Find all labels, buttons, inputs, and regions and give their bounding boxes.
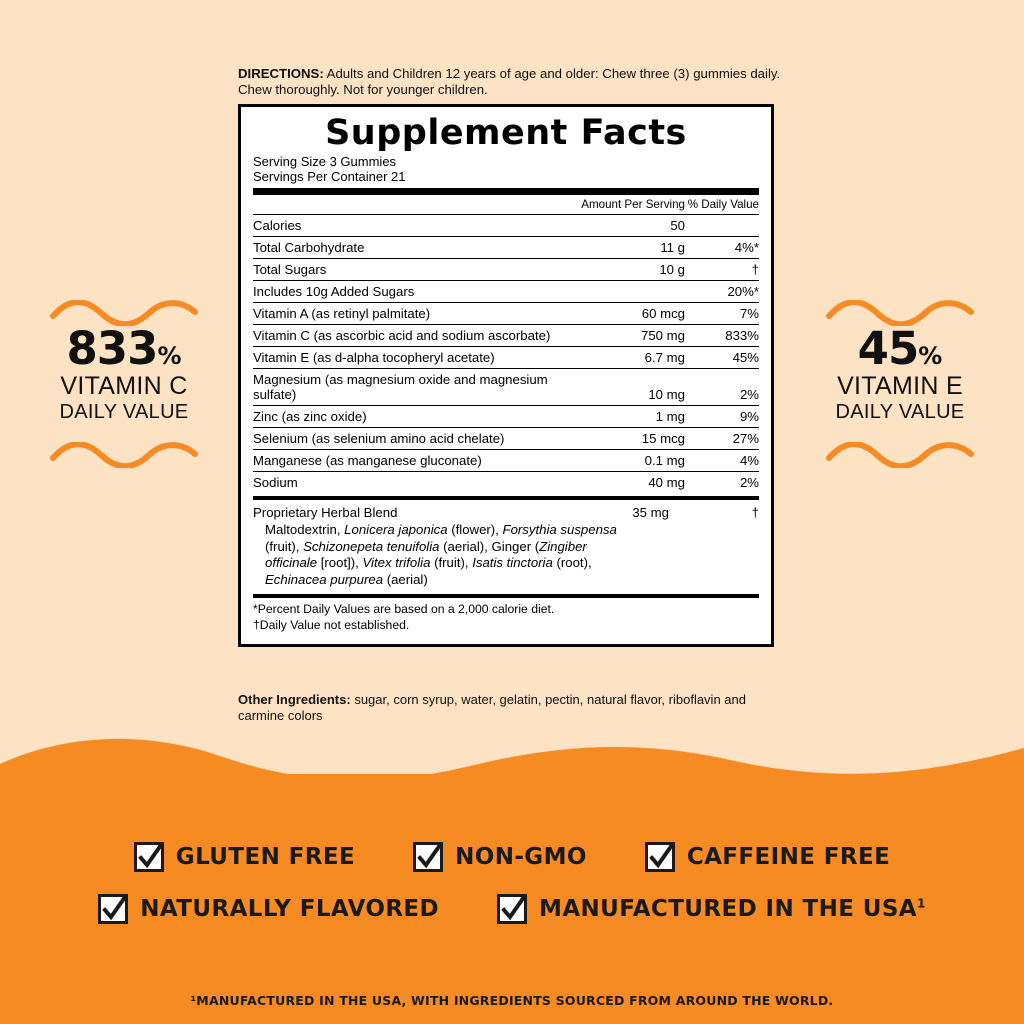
claims-row-2 <box>0 894 1024 924</box>
row-name: Vitamin A (as retinyl palmitate) <box>253 302 577 324</box>
row-name: Manganese (as manganese gluconate) <box>253 449 577 471</box>
blend-amount: 35 mg <box>632 504 669 520</box>
header-blank <box>253 195 577 215</box>
wave-divider-icon <box>0 730 1024 790</box>
supplement-facts-panel <box>238 104 774 647</box>
servings-per-container: Servings Per Container 21 <box>253 169 406 185</box>
table-row <box>253 258 759 280</box>
callout-percent: % <box>918 342 943 370</box>
row-name: Sodium <box>253 474 298 490</box>
claim-label <box>539 896 926 922</box>
row-amount: 60 mcg <box>577 302 685 324</box>
table-row <box>253 368 759 405</box>
other-ingredients <box>238 692 783 725</box>
row-amount <box>577 280 685 302</box>
table-row <box>253 346 759 368</box>
callout-number: 833 <box>66 322 158 375</box>
claims-row-1 <box>0 842 1024 872</box>
directions-body: Adults and Children 12 years of age and older: Chew three (3) gummies daily. Chew thoroughly. Not for younger children. <box>238 66 781 98</box>
row-name: Magnesium (as magnesium oxide and magnesium sulfate) <box>253 368 577 405</box>
row-dv: 7% <box>685 302 759 324</box>
row-dv: 4%* <box>685 236 759 258</box>
claim-non-gmo <box>413 842 587 872</box>
row-dv: 9% <box>685 405 759 427</box>
row-name: Includes 10g Added Sugars <box>253 280 577 302</box>
row-name: Vitamin E (as d-alpha tocopheryl acetate) <box>253 346 577 368</box>
row-name: Total Carbohydrate <box>253 236 577 258</box>
row-amount: 11 g <box>577 236 685 258</box>
claim-label-text: MANUFACTURED IN THE USA <box>539 896 918 922</box>
footnote-percent-daily-value: *Percent Daily Values are based on a 2,000 calorie diet. <box>253 602 555 617</box>
checkbox-icon <box>98 894 128 924</box>
row-amount: 0.1 mg <box>577 449 685 471</box>
nutrition-table <box>253 195 759 493</box>
row-amount: 40 mg <box>648 474 685 490</box>
header-amount-per-serving: Amount Per Serving <box>577 195 685 215</box>
footnotes <box>253 598 759 634</box>
other-ingredients-label: Other Ingredients: <box>238 692 351 707</box>
table-row <box>253 405 759 427</box>
claim-label: NATURALLY FLAVORED <box>140 896 440 922</box>
directions-text <box>238 66 783 98</box>
table-row <box>253 427 759 449</box>
claim-gluten-free <box>134 842 355 872</box>
claim-naturally-flavored <box>98 894 439 924</box>
table-row <box>253 324 759 346</box>
callout-number: 45 <box>857 322 919 375</box>
row-dv: 45% <box>685 346 759 368</box>
table-row <box>253 449 759 471</box>
row-dv: 27% <box>685 427 759 449</box>
row-dv: 2% <box>739 474 759 490</box>
header-daily-value: % Daily Value <box>685 195 759 215</box>
row-amount: 15 mcg <box>577 427 685 449</box>
blend-name: Proprietary Herbal Blend <box>253 504 398 520</box>
checkbox-icon <box>497 894 527 924</box>
table-row <box>253 302 759 324</box>
row-dv: 2% <box>685 368 759 405</box>
row-amount: 10 g <box>577 258 685 280</box>
directions-label: DIRECTIONS: <box>238 66 324 81</box>
claim-label: CAFFEINE FREE <box>686 844 891 870</box>
claim-label: NON-GMO <box>455 844 587 870</box>
claim-caffeine-free <box>645 842 890 872</box>
blend-dv: † <box>751 504 759 520</box>
table-row <box>253 214 759 236</box>
squiggle-icon <box>825 442 975 468</box>
serving-size: Serving Size 3 Gummies <box>253 153 397 169</box>
table-row <box>253 236 759 258</box>
other-ingredients-body: sugar, corn syrup, water, gelatin, pectin, natural flavor, riboflavin and carmine colors <box>238 692 746 724</box>
footnote-daily-value-not-established: †Daily Value not established. <box>253 618 410 633</box>
row-amount: 50 <box>577 214 685 236</box>
row-name: Selenium (as selenium amino acid chelate) <box>253 427 577 449</box>
callout-vitamin-e <box>800 300 1000 468</box>
squiggle-icon <box>49 442 199 468</box>
usa-disclaimer: ¹MANUFACTURED IN THE USA, WITH INGREDIENTS SOURCED FROM AROUND THE WORLD. <box>190 993 834 1008</box>
callout-daily-value: DAILY VALUE <box>59 400 189 423</box>
checkbox-icon <box>134 842 164 872</box>
row-dv: † <box>685 258 759 280</box>
table-header-row <box>253 195 759 215</box>
callout-value <box>800 322 1000 375</box>
callout-nutrient: VITAMIN E <box>837 372 963 400</box>
row-amount: 10 mg <box>577 368 685 405</box>
callout-nutrient: VITAMIN C <box>60 372 188 400</box>
table-row <box>253 280 759 302</box>
claim-footnote-marker: 1 <box>917 896 926 911</box>
row-name: Zinc (as zinc oxide) <box>253 405 577 427</box>
checkbox-icon <box>413 842 443 872</box>
callout-daily-value: DAILY VALUE <box>835 400 965 423</box>
claim-label: GLUTEN FREE <box>175 844 356 870</box>
row-dv: 4% <box>685 449 759 471</box>
checkbox-icon <box>645 842 675 872</box>
supplement-facts-title: Supplement Facts <box>325 113 687 153</box>
row-name: Calories <box>253 214 577 236</box>
row-amount: 6.7 mg <box>577 346 685 368</box>
row-amount: 750 mg <box>577 324 685 346</box>
callout-percent: % <box>157 342 182 370</box>
row-name: Total Sugars <box>253 258 577 280</box>
row-amount: 1 mg <box>577 405 685 427</box>
row-name: Vitamin C (as ascorbic acid and sodium ascorbate) <box>253 324 577 346</box>
callout-vitamin-c <box>24 300 224 468</box>
product-claims <box>0 794 1024 1024</box>
claim-manufactured-in-usa <box>497 894 926 924</box>
blend-ingredients: Maltodextrin, Lonicera japonica (flower), Forsythia suspensa (fruit), Schizonepeta tenuifolia (aerial), Ginger (Zingiber officinale [root]), Vitex trifolia (fruit), Isatis tinctoria (root), Echinacea purpurea (aerial) <box>265 522 617 587</box>
callout-value <box>24 322 224 375</box>
proprietary-blend-section <box>253 500 759 589</box>
row-dv: 833% <box>685 324 759 346</box>
title-divider <box>253 188 759 195</box>
table-row <box>253 471 759 493</box>
row-dv: 20%* <box>685 280 759 302</box>
row-dv <box>685 214 759 236</box>
